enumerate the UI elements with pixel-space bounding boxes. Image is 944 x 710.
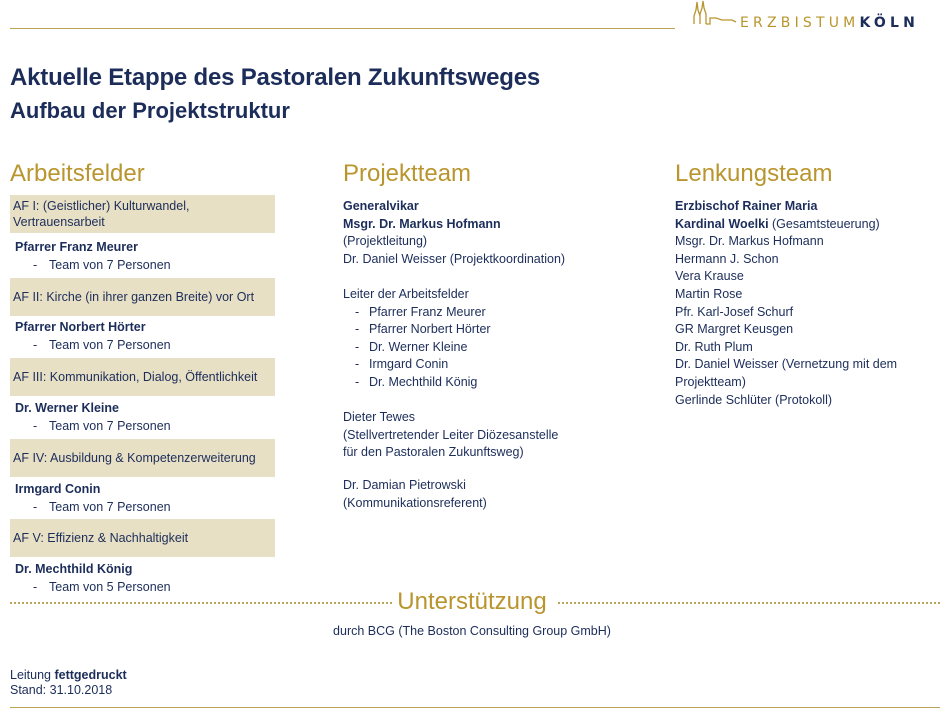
support-text: durch BCG (The Boston Consulting Group GmbH) [333, 624, 611, 638]
cathedral-icon [692, 0, 738, 26]
field-team-5: - Team von 5 Personen [33, 580, 171, 594]
field-leader-3: Dr. Werner Kleine [15, 401, 119, 415]
projektteam-heading: Projektteam [343, 160, 472, 187]
projektkoordination: Dr. Daniel Weisser (Projektkoordination) [343, 251, 566, 266]
generalvikar-label: Generalvikar [343, 199, 419, 213]
field-team-4: - Team von 7 Personen [33, 500, 171, 514]
lenkung-head-2: Kardinal Woelki (Gesamtsteuerung) [675, 216, 880, 231]
leiter-item: - Dr. Mechthild König [355, 374, 478, 389]
logo-wordmark: ERZBISTUMKÖLN [740, 15, 920, 31]
leiter-item: - Pfarrer Franz Meurer [355, 304, 486, 319]
field-team-3: - Team von 7 Personen [33, 419, 171, 433]
field-leader-2: Pfarrer Norbert Hörter [15, 320, 146, 334]
stand-date: Stand: 31.10.2018 [10, 683, 113, 697]
field-team-1: - Team von 7 Personen [33, 258, 171, 272]
field-box-2: AF II: Kirche (in ihrer ganzen Breite) vor Ort [10, 278, 275, 316]
lenkung-head-1: Erzbischof Rainer Maria [675, 199, 818, 213]
header-rule [10, 28, 675, 29]
projektteam-list [343, 198, 565, 512]
field-box-5: AF V: Effizienz & Nachhaltigkeit [10, 519, 275, 557]
lenkung-member: Msgr. Dr. Markus Hofmann [675, 234, 824, 249]
generalvikar-role: (Projektleitung) [343, 234, 428, 249]
field-box-1: AF I: (Geistlicher) Kulturwandel, Vertrauensarbeit [10, 195, 275, 233]
lenkung-member: Projektteam) [675, 374, 746, 389]
lenkung-member: Dr. Ruth Plum [675, 339, 753, 354]
lenkung-member: Vera Krause [675, 269, 744, 284]
page-subtitle: Aufbau der Projektstruktur [10, 98, 290, 123]
field-leader-5: Dr. Mechthild König [15, 562, 133, 576]
generalvikar-name: Msgr. Dr. Markus Hofmann [343, 216, 501, 231]
leiter-item: - Dr. Werner Kleine [355, 339, 468, 354]
tewes-role-2: für den Pastoralen Zukunftsweg) [343, 445, 524, 460]
support-heading: Unterstützung [397, 588, 547, 615]
lenkungsteam-heading: Lenkungsteam [675, 160, 833, 187]
lenkung-member: Hermann J. Schon [675, 251, 779, 266]
leiter-item: - Pfarrer Norbert Hörter [355, 322, 491, 337]
field-box-4: AF IV: Ausbildung & Kompetenzerweiterung [10, 439, 275, 477]
tewes-role-1: (Stellvertretender Leiter Diözesanstelle [343, 427, 559, 442]
arbeitsfelder-heading: Arbeitsfelder [10, 160, 145, 187]
footer-rule [10, 707, 940, 708]
erzbistum-logo [692, 0, 942, 34]
lenkung-member: Dr. Daniel Weisser (Vernetzung mit dem [675, 357, 898, 372]
field-box-3: AF III: Kommunikation, Dialog, Öffentlichkeit [10, 358, 275, 396]
pietrowski-role: (Kommunikationsreferent) [343, 495, 487, 510]
page-title: Aktuelle Etappe des Pastoralen Zukunftsweges [10, 64, 541, 91]
field-team-2: - Team von 7 Personen [33, 338, 171, 352]
tewes-name: Dieter Tewes [343, 410, 416, 425]
lenkung-member: Pfr. Karl-Josef Schurf [675, 304, 794, 319]
leitung-note: Leitung fettgedruckt [10, 668, 127, 682]
footer-note [10, 668, 127, 698]
lenkung-member: GR Margret Keusgen [675, 322, 794, 337]
leiter-label: Leiter der Arbeitsfelder [343, 286, 469, 301]
lenkung-member: Martin Rose [675, 286, 743, 301]
lenkung-member: Gerlinde Schlüter (Protokoll) [675, 392, 833, 407]
lenkungsteam-list [675, 198, 897, 409]
pietrowski-name: Dr. Damian Pietrowski [343, 477, 466, 492]
leiter-item: - Irmgard Conin [355, 357, 449, 372]
field-leader-1: Pfarrer Franz Meurer [15, 240, 138, 254]
field-leader-4: Irmgard Conin [15, 482, 101, 496]
